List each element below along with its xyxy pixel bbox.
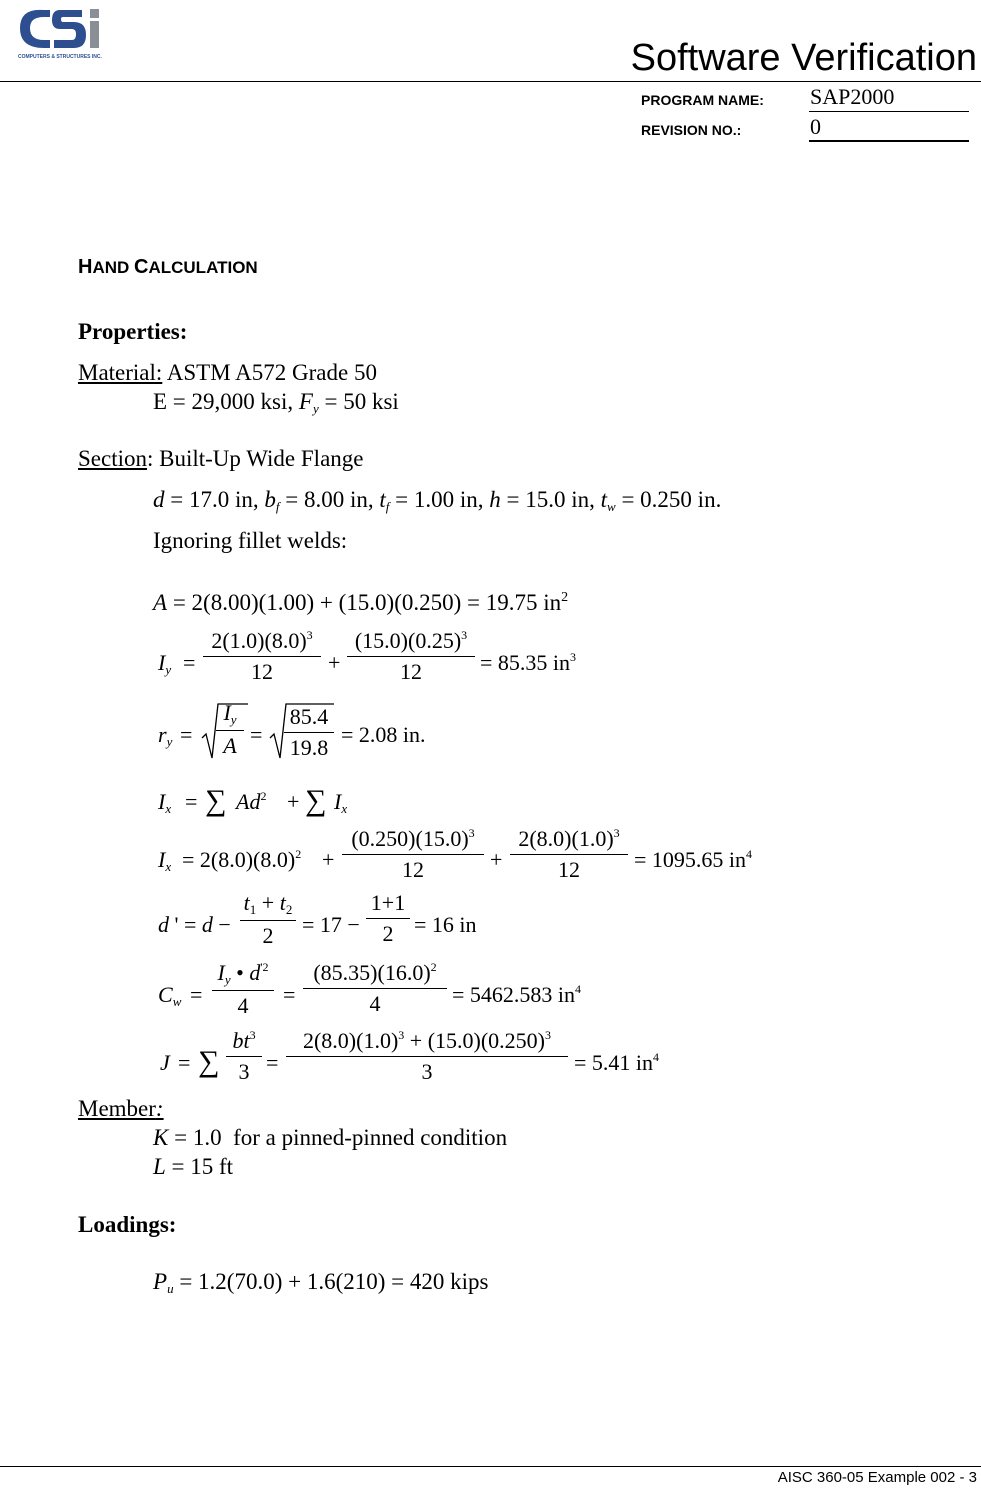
j-den2: 3 xyxy=(421,1059,433,1084)
ry-frac-1: $I_y$ A xyxy=(216,700,244,759)
cw-frac-1: $I_y$ • $d^{'2}$ 4 xyxy=(212,960,274,1019)
heading-and: AND xyxy=(92,258,135,277)
program-name-value: SAP2000 xyxy=(810,84,895,109)
heading-c: C xyxy=(134,256,149,278)
ry-lhs: $r_y$ xyxy=(158,722,173,749)
j-frac-1 xyxy=(226,1028,262,1085)
header-rule xyxy=(0,81,981,82)
ry-frac-2 xyxy=(284,704,334,761)
fy-sub: y xyxy=(312,401,319,416)
fy-value: = 50 ksi xyxy=(318,389,399,414)
iy-frac-2 xyxy=(347,628,475,685)
ix-sum-exp: 2 xyxy=(260,789,267,803)
ix-sum-ix: $I_x$ xyxy=(334,789,348,816)
ry-result: = 2.08 in. xyxy=(341,722,426,747)
member-label-text: Member xyxy=(78,1096,156,1121)
cw-eq2: = xyxy=(283,982,296,1007)
dprime-t1: 1 xyxy=(249,902,257,917)
cw-result xyxy=(452,982,581,1008)
j-num2-b: + (15.0)(0.250) xyxy=(404,1028,546,1053)
ix-plus-1: + xyxy=(322,847,335,872)
heading-alculation: ALCULATION xyxy=(148,258,258,277)
ix-sum-lhs: $I_x$ xyxy=(158,789,172,816)
dprime-frac-1: $t_1 + t_2$ 2 xyxy=(240,890,296,949)
j-num1: bt xyxy=(232,1028,250,1053)
iy-frac-1 xyxy=(203,628,321,685)
dprime-num2: 1+1 xyxy=(370,890,406,915)
ix-val-a-text: = 2(8.0)(8.0) xyxy=(182,847,296,872)
sigma-icon-3: ∑ xyxy=(198,1045,220,1078)
dim-bf-val: = 8.00 in, xyxy=(279,487,380,512)
pu-equation xyxy=(153,1268,488,1303)
pu-text: = 1.2(70.0) + 1.6(210) = 420 kips xyxy=(173,1269,489,1294)
loadings-heading: Loadings: xyxy=(78,1212,177,1237)
dprime-lhs: d ' = d − xyxy=(158,912,231,937)
ry-den: 19.8 xyxy=(289,735,329,760)
cw-num2: (85.35)(16.0) xyxy=(313,960,431,985)
member-colon: : xyxy=(155,1096,164,1121)
dim-d-sym: d xyxy=(153,487,165,512)
heading-h: H xyxy=(78,256,93,278)
iy-eq: = xyxy=(183,650,196,675)
area-exp: 2 xyxy=(561,590,569,605)
j-eq1: = xyxy=(178,1050,191,1075)
ix-sum-eq: = xyxy=(185,789,198,814)
dim-tw-val: = 0.250 in. xyxy=(615,487,722,512)
iy-result-exp: 3 xyxy=(570,650,577,664)
material-props xyxy=(153,388,399,423)
program-name-underline xyxy=(809,111,969,112)
elastic-modulus: E = 29,000 ksi, xyxy=(153,389,299,414)
section-label: Section xyxy=(78,446,147,471)
ry-num: 85.4 xyxy=(289,704,329,729)
material-label: Material: xyxy=(78,360,163,385)
area-equation xyxy=(153,584,568,617)
ix-num1-exp: 3 xyxy=(468,826,475,840)
ix-frac-2 xyxy=(510,826,628,883)
member-l xyxy=(153,1153,233,1181)
cw-eq1: = xyxy=(190,982,203,1007)
j-result-text: = 5.41 in xyxy=(574,1050,654,1075)
cw-result-exp: 4 xyxy=(575,982,582,996)
ix-plus-2: + xyxy=(490,847,503,872)
ix-sum-ad-text: Ad xyxy=(236,789,261,814)
section-value: : Built-Up Wide Flange xyxy=(147,446,364,471)
j-result-exp: 4 xyxy=(653,1050,660,1064)
j-result xyxy=(574,1050,659,1076)
iy-result xyxy=(480,650,576,676)
cw-result-text: = 5462.583 in xyxy=(452,982,576,1007)
dprime-den2: 2 xyxy=(382,921,394,946)
dprime-den1: 2 xyxy=(262,923,274,948)
iy-lhs: $I_y$ xyxy=(158,650,172,677)
footer-rule xyxy=(0,1466,981,1467)
ix-sum-plus: + xyxy=(287,789,300,814)
revision-value: 0 xyxy=(810,114,821,139)
ix-den1: 12 xyxy=(402,857,424,882)
ix-result-exp: 4 xyxy=(746,847,753,861)
material-value: ASTM A572 Grade 50 xyxy=(162,360,377,385)
ix-sum-ad xyxy=(236,789,266,815)
j-lhs: J xyxy=(160,1050,170,1075)
ix-den2: 12 xyxy=(558,857,580,882)
dim-bf-sym: b xyxy=(264,487,276,512)
cw-den2: 4 xyxy=(369,991,381,1016)
ix-result-text: = 1095.65 in xyxy=(634,847,747,872)
pu-symbol: P xyxy=(153,1269,168,1294)
section-heading xyxy=(78,255,258,281)
footer-text: AISC 360-05 Example 002 - 3 xyxy=(777,1469,977,1486)
iy-den1: 12 xyxy=(251,659,273,684)
k-symbol: K xyxy=(153,1125,169,1150)
ry-eq2: = xyxy=(250,722,263,747)
dim-tf-sub: f xyxy=(385,499,390,514)
j-den1: 3 xyxy=(238,1059,250,1084)
j-num2-a: 2(8.0)(1.0) xyxy=(302,1028,399,1053)
iy-result-text: = 85.35 in xyxy=(480,650,571,675)
l-symbol: L xyxy=(153,1154,166,1179)
iy-den2: 12 xyxy=(400,659,422,684)
cw-den1: 4 xyxy=(237,993,249,1018)
member-k xyxy=(153,1124,507,1152)
ix-val-a xyxy=(182,847,301,873)
j-num1-exp: 3 xyxy=(249,1028,256,1042)
k-text: = 1.0 for a pinned-pinned condition xyxy=(168,1125,508,1150)
ix-num1: (0.250)(15.0) xyxy=(351,826,469,851)
j-num2-exp-a: 3 xyxy=(398,1028,405,1042)
member-label xyxy=(78,1095,164,1123)
ix-num2-exp: 3 xyxy=(613,826,620,840)
page-title: Software Verification xyxy=(630,37,977,79)
iy-num2: (15.0)(0.25) xyxy=(354,628,462,653)
dim-h-val: = 15.0 in, xyxy=(500,487,601,512)
dim-bf-sub: f xyxy=(275,499,280,514)
j-eq2: = xyxy=(266,1050,279,1075)
program-name-label: PROGRAM NAME: xyxy=(641,92,764,108)
area-symbol: A xyxy=(153,590,168,615)
sigma-icon: ∑ xyxy=(205,784,227,817)
dim-tf-sym: t xyxy=(379,487,386,512)
iy-plus: + xyxy=(328,650,341,675)
ix-lhs: $I_x$ xyxy=(158,847,172,874)
section-line xyxy=(78,445,364,473)
dim-tw-sym: t xyxy=(600,487,608,512)
dim-h-sym: h xyxy=(489,487,501,512)
area-rhs: = 2(8.00)(1.00) + (15.0)(0.250) = 19.75 in xyxy=(167,590,562,615)
l-text: = 15 ft xyxy=(165,1154,234,1179)
dim-tw-sub: w xyxy=(607,499,616,514)
iy-exp2: 3 xyxy=(461,628,468,642)
iy-exp1: 3 xyxy=(306,628,313,642)
revision-underline xyxy=(809,140,969,142)
dprime-frac-2 xyxy=(366,890,410,947)
dprime-result: = 16 in xyxy=(414,912,477,937)
fy-symbol: F xyxy=(298,389,313,414)
logo-subtext: COMPUTERS & STRUCTURES INC. xyxy=(18,54,102,60)
ix-result xyxy=(634,847,752,873)
sigma-icon-2: ∑ xyxy=(305,784,327,817)
cw-frac-2 xyxy=(303,960,447,1017)
ix-num2: 2(8.0)(1.0) xyxy=(518,826,614,851)
section-dimensions xyxy=(153,486,721,521)
company-logo xyxy=(10,2,122,66)
ix-val-exp: 2 xyxy=(295,847,302,861)
dim-d-val: = 17.0 in, xyxy=(164,487,265,512)
cw-lhs: $C_w$ xyxy=(158,982,182,1009)
pu-sub: u xyxy=(167,1281,174,1296)
dprime-t2: 2 xyxy=(285,902,293,917)
j-frac-2 xyxy=(286,1028,568,1085)
cw-num2-exp: 2 xyxy=(430,960,437,974)
dprime-mid: = 17 − xyxy=(302,912,360,937)
material-line xyxy=(78,359,377,387)
dim-tf-val: = 1.00 in, xyxy=(389,487,490,512)
ignoring-note: Ignoring fillet welds: xyxy=(153,528,348,553)
ix-frac-1 xyxy=(342,826,484,883)
properties-heading: Properties: xyxy=(78,319,188,344)
ry-eq1: = xyxy=(180,722,193,747)
revision-label: REVISION NO.: xyxy=(641,122,742,138)
iy-num1: 2(1.0)(8.0) xyxy=(211,628,307,653)
j-num2-exp-b: 3 xyxy=(545,1028,552,1042)
